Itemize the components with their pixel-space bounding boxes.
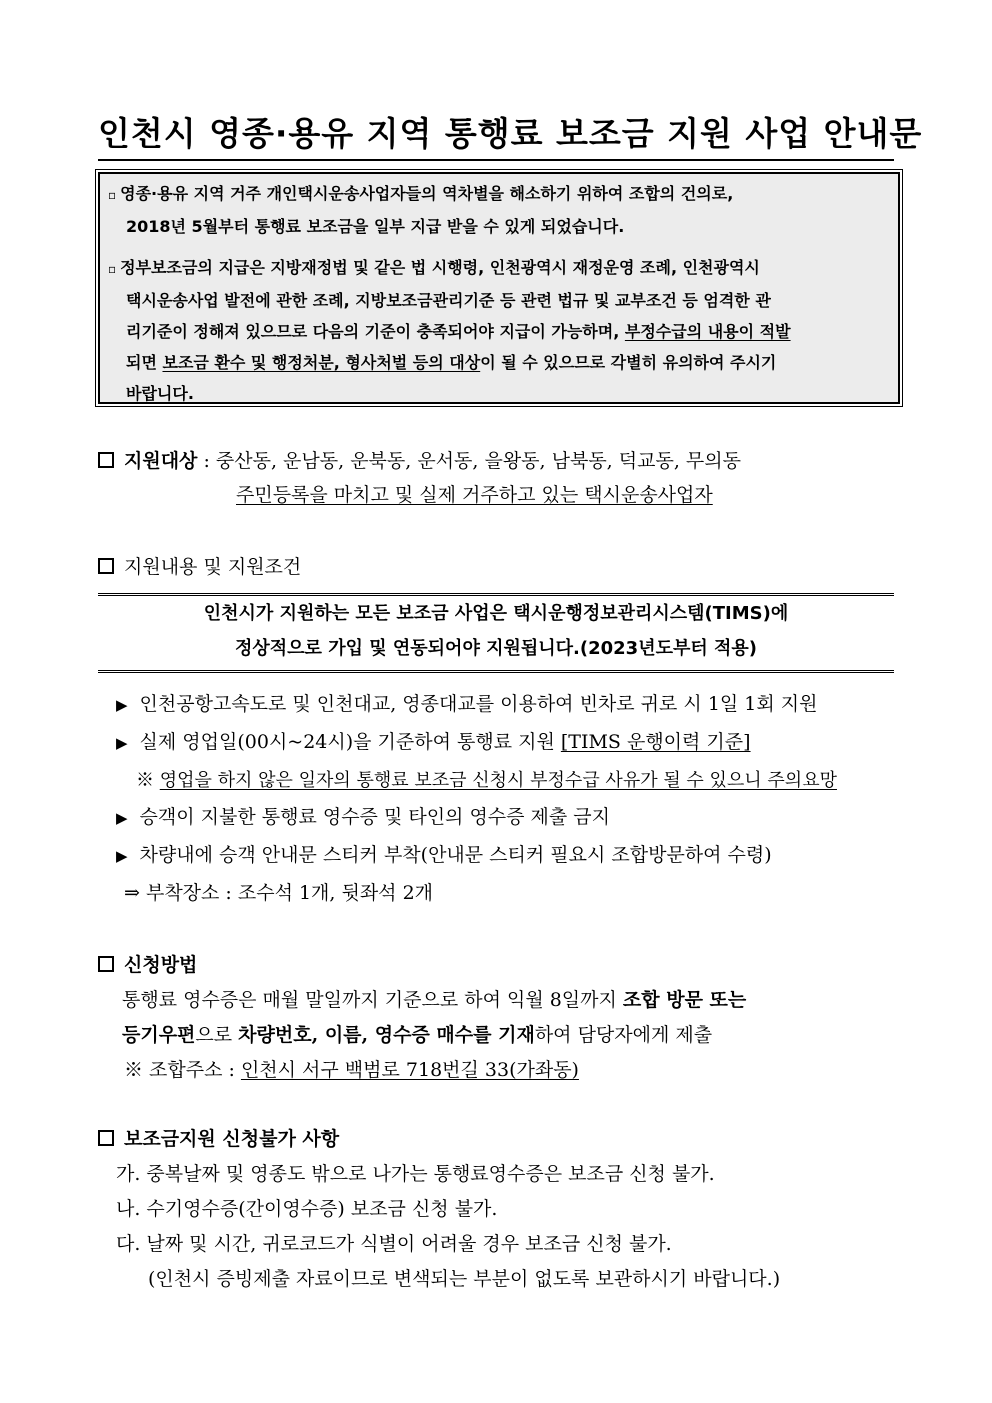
note-mark: ※ — [136, 770, 160, 791]
caution-note — [116, 762, 837, 799]
item-text: 실제 영업일(00시~24시)을 기준하여 통행료 지원 — [139, 731, 561, 753]
triangle-bullet-icon: ▶ — [116, 734, 128, 752]
caution-text: 영업을 하지 않은 일자의 통행료 보조금 신청시 부정수급 사유가 될 수 있으니 주의요망 — [159, 770, 837, 791]
target-section — [98, 444, 741, 512]
apply-line2b: 으로 — [195, 1024, 239, 1046]
content-section-header — [98, 550, 301, 584]
notice-p1-line1: 영종·용유 지역 거주 개인택시운송사업자들의 역차별을 해소하기 위하여 조합의 건의로, — [120, 184, 734, 203]
triangle-bullet-icon: ▶ — [116, 809, 128, 827]
address-value: 인천시 서구 백범로 718번길 33(가좌동) — [240, 1059, 579, 1081]
notice-warning-underlined: 부정수급의 내용이 적발 — [624, 322, 791, 341]
notice-p2-line2: 택시운송사업 발전에 관한 조례, 지방보조금관리기준 등 관련 법규 및 교부조건 등 엄격한 관 — [126, 291, 771, 310]
list-item — [116, 837, 837, 875]
apply-heading: 신청방법 — [124, 954, 198, 976]
notice-p2-line4a: 되면 — [126, 353, 163, 372]
item-text: 승객이 지불한 통행료 영수증 및 타인의 영수증 제출 금지 — [139, 806, 611, 828]
content-heading: 지원내용 및 지원조건 — [124, 556, 302, 578]
tims-banner — [98, 593, 894, 673]
apply-visit: 조합 방문 또는 — [622, 989, 747, 1011]
target-areas: 중산동, 운남동, 운북동, 운서동, 을왕동, 남북동, 덕교동, 무의동 — [215, 450, 741, 472]
checkbox-square-icon — [98, 1130, 114, 1146]
bullet-icon: ▫ — [108, 188, 117, 202]
page-title: 인천시 영종·용유 지역 통행료 보조금 지원 사업 안내문 — [98, 108, 894, 161]
triangle-bullet-icon: ▶ — [116, 847, 128, 865]
notice-p2-line1: 정부보조금의 지급은 지방재정법 및 같은 법 시행령, 인천광역시 재정운영 조례, 인천광역시 — [120, 258, 760, 277]
target-heading: 지원대상 — [124, 450, 198, 472]
notice-p2-line3: 리기준이 정해져 있으므로 다음의 기준이 충족되어야 지급이 가능하며, — [126, 322, 625, 341]
target-sep: : — [197, 450, 216, 472]
attach-location: ⇒ 부착장소 : 조수석 1개, 뒷좌석 2개 — [124, 882, 434, 904]
checkbox-square-icon — [98, 956, 114, 972]
address-label: ※ 조합주소 : — [124, 1059, 241, 1081]
apply-line1: 통행료 영수증은 매월 말일까지 기준으로 하여 익월 8일까지 — [122, 989, 623, 1011]
notice-penalty-underlined: 보조금 환수 및 행정처분, 형사처벌 등의 대상 — [162, 353, 481, 372]
exclude-item-a: 가. 중복날짜 및 영종도 밖으로 나가는 통행료영수증은 보조금 신청 불가. — [116, 1163, 715, 1185]
exclude-note: (인천시 증빙제출 자료이므로 변색되는 부분이 없도록 보관하시기 바랍니다.) — [148, 1268, 781, 1290]
bullet-icon: ▫ — [108, 262, 117, 276]
apply-section — [98, 948, 746, 1088]
list-item — [116, 686, 837, 724]
list-item — [116, 724, 837, 762]
exclude-item-c: 다. 날짜 및 시간, 귀로코드가 식별이 어려울 경우 보조금 신청 불가. — [116, 1233, 672, 1255]
banner-line2: 정상적으로 가입 및 연동되어야 지원됩니다.(2023년도부터 적용) — [234, 638, 758, 659]
checkbox-square-icon — [98, 452, 114, 468]
apply-fields: 차량번호, 이름, 영수증 매수를 기재 — [238, 1024, 535, 1046]
list-item — [116, 799, 837, 837]
banner-line1: 인천시가 지원하는 모든 보조금 사업은 택시운행정보관리시스템(TIMS)에 — [203, 603, 789, 624]
notice-p1-line2: 2018년 5월부터 통행료 보조금을 일부 지급 받을 수 있게 되었습니다. — [126, 217, 625, 236]
notice-p2-line5: 바랍니다. — [126, 384, 194, 403]
exclude-section — [98, 1122, 780, 1297]
notice-box — [98, 172, 900, 404]
checkbox-square-icon — [98, 558, 114, 574]
exclude-heading: 보조금지원 신청불가 사항 — [124, 1128, 340, 1150]
target-condition: 주민등록을 마치고 및 실제 거주하고 있는 택시운송사업자 — [236, 484, 713, 506]
exclude-item-b: 나. 수기영수증(간이영수증) 보조금 신청 불가. — [116, 1198, 498, 1220]
apply-line2d: 하여 담당자에게 제출 — [534, 1024, 713, 1046]
item-text: 차량내에 승객 안내문 스티커 부착(안내문 스티커 필요시 조합방문하여 수령) — [139, 844, 772, 866]
item-text: 인천공항고속도로 및 인천대교, 영종대교를 이용하여 빈차로 귀로 시 1일 1회 지원 — [139, 693, 818, 715]
tims-basis-underlined: [TIMS 운행이력 기준] — [560, 731, 751, 753]
notice-p2-line4b: 이 될 수 있으므로 각별히 유의하여 주시기 — [480, 353, 777, 372]
content-items — [116, 686, 837, 912]
triangle-bullet-icon: ▶ — [116, 696, 128, 714]
apply-mail: 등기우편 — [122, 1024, 196, 1046]
